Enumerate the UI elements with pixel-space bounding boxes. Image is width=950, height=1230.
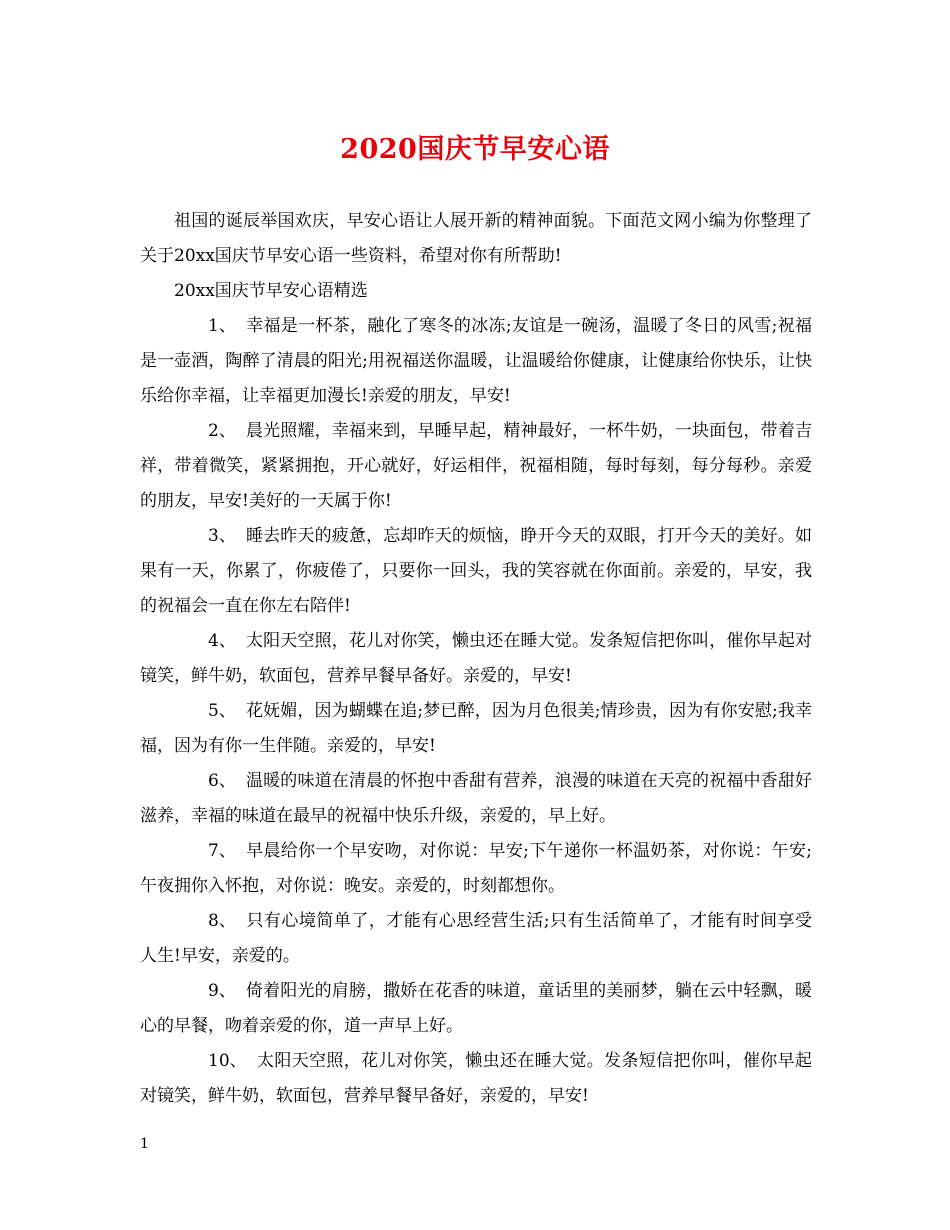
list-item [140, 834, 812, 904]
item-number: 2、 [208, 421, 236, 441]
item-text: 倚着阳光的肩膀，撒娇在花香的味道，童话里的美丽梦，躺在云中轻飘，暖心的早餐，吻着亲爱的你，道一声早上好。 [140, 981, 812, 1036]
item-number: 10、 [208, 1051, 247, 1071]
item-text: 太阳天空照，花儿对你笑，懒虫还在睡大觉。发条短信把你叫，催你早起对镜笑，鲜牛奶，软面包，营养早餐早备好。亲爱的，早安! [140, 631, 812, 686]
item-text: 睡去昨天的疲惫，忘却昨天的烦恼，睁开今天的双眼，打开今天的美好。如果有一天，你累了，你疲倦了，只要你一回头，我的笑容就在你面前。亲爱的，早安，我的祝福会一直在你左右陪伴! [140, 526, 812, 616]
page-number: 1 [140, 1136, 149, 1152]
page-title: 2020国庆节早安心语 [340, 134, 610, 165]
list-item [140, 519, 812, 624]
item-text: 早晨给你一个早安吻，对你说：早安;下午递你一杯温奶茶，对你说：午安;午夜拥你入怀抱，对你说：晚安。亲爱的，时刻都想你。 [140, 841, 812, 896]
item-text: 太阳天空照，花儿对你笑，懒虫还在睡大觉。发条短信把你叫，催你早起对镜笑，鲜牛奶，软面包，营养早餐早备好，亲爱的，早安! [140, 1051, 812, 1106]
item-number: 8、 [208, 911, 236, 931]
list-item [140, 624, 812, 694]
list-item [140, 974, 812, 1044]
list-item [140, 309, 812, 414]
item-text: 花妩媚，因为蝴蝶在追;梦已醉，因为月色很美;情珍贵，因为有你安慰;我幸福，因为有你一生伴随。亲爱的，早安! [140, 701, 812, 756]
item-number: 1、 [208, 316, 236, 336]
document-body [140, 204, 812, 1114]
item-text: 晨光照耀，幸福来到，早睡早起，精神最好，一杯牛奶，一块面包，带着吉祥，带着微笑，紧紧拥抱，开心就好，好运相伴，祝福相随，每时每刻，每分每秒。亲爱的朋友，早安!美好的一天属于你! [140, 421, 812, 511]
item-number: 4、 [208, 631, 236, 651]
intro-paragraph: 祖国的诞辰举国欢庆，早安心语让人展开新的精神面貌。下面范文网小编为你整理了关于20xx国庆节早安心语一些资料，希望对你有所帮助! [140, 211, 812, 266]
list-item [140, 1044, 812, 1114]
item-text: 只有心境简单了，才能有心思经营生活;只有生活简单了，才能有时间享受人生!早安，亲爱的。 [140, 911, 812, 966]
subheading: 20xx国庆节早安心语精选 [174, 281, 368, 301]
list-item [140, 904, 812, 974]
item-number: 3、 [208, 526, 236, 546]
item-number: 7、 [208, 841, 236, 861]
list-item [140, 414, 812, 519]
item-text: 温暖的味道在清晨的怀抱中香甜有营养，浪漫的味道在天亮的祝福中香甜好滋养，幸福的味道在最早的祝福中快乐升级，亲爱的，早上好。 [140, 771, 812, 826]
item-number: 5、 [208, 701, 236, 721]
item-number: 6、 [208, 771, 236, 791]
list-item [140, 694, 812, 764]
list-item [140, 764, 812, 834]
item-text: 幸福是一杯茶，融化了寒冬的冰冻;友谊是一碗汤，温暖了冬日的风雪;祝福是一壶酒，陶醉了清晨的阳光;用祝福送你温暖，让温暖给你健康，让健康给你快乐，让快乐给你幸福，让幸福更加漫长!亲爱的朋友，早安! [140, 316, 812, 406]
item-number: 9、 [208, 981, 236, 1001]
